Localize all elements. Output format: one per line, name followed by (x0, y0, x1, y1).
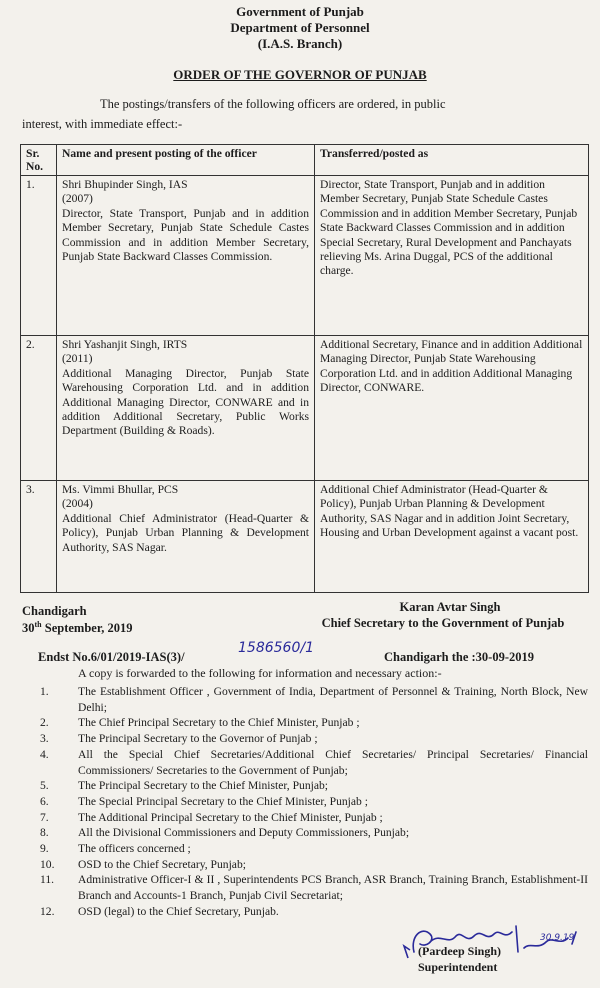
list-item (40, 857, 588, 873)
header-transferred: Transferred/posted as (315, 145, 589, 176)
issue-date-rest: September, 2019 (41, 621, 133, 636)
endorsement-number: Endst No.6/01/2019-IAS(3)/ (38, 650, 185, 664)
list-item-number: 10. (40, 857, 55, 871)
list-item-number: 1. (40, 685, 49, 698)
list-item (40, 731, 588, 747)
officer-batch: (2007) (62, 192, 93, 206)
postings-table (20, 144, 589, 593)
officer-batch: (2004) (62, 497, 93, 511)
row-posted-as: Additional Chief Administrator (Head-Quarter & Policy), Punjab Urban Planning & Development Authority, SAS Nagar and in addition Joint Secretary, Housing and Urban Development against a vacant post. (315, 481, 589, 593)
signatory-title: Chief Secretary to the Government of Punjab (321, 616, 565, 630)
list-item-text: The Special Principal Secretary to the Chief Minister, Punjab ; (78, 794, 368, 808)
list-item-text: Administrative Officer-I & II , Superintendents PCS Branch, ASR Branch, Training Branch, Establishment-II Branch and Accounts-1 Branch, Punjab Civil Secretariat; (78, 873, 588, 903)
list-item (40, 747, 588, 778)
officer-present-posting: Director, State Transport, Punjab and in addition Member Secretary, Punjab State Schedule Castes Commission and in addition Member Secretary, Punjab State Backward Classes Commission. (62, 206, 309, 264)
list-item-number: 9. (40, 842, 49, 856)
header-government: Government of Punjab (236, 4, 364, 19)
row-sr: 2. (21, 336, 57, 481)
list-item-number: 8. (40, 826, 49, 840)
officer-name-block: (Pardeep Singh) (418, 944, 502, 958)
officer-present-posting: Additional Chief Administrator (Head-Quarter & Policy), Punjab Urban Planning & Development Authority, SAS Nagar. (62, 511, 309, 554)
officer-batch: (2011) (62, 352, 93, 366)
signatory-name: Karan Avtar Singh (399, 600, 501, 614)
list-item-text: The Establishment Officer , Government of India, Department of Personnel & Training, North Block, New Delhi; (78, 685, 588, 714)
order-title: ORDER OF THE GOVERNOR OF PUNJAB (173, 67, 427, 82)
header-department: Department of Personnel (230, 20, 370, 35)
list-item-text: All the Divisional Commissioners and Deputy Commissioners, Punjab; (78, 826, 410, 840)
issue-date-day: 30 (22, 621, 35, 636)
list-item-number: 12. (40, 904, 55, 918)
table-row (21, 336, 589, 481)
officer-present-posting: Additional Managing Director, Punjab State Warehousing Corporation Ltd. and in addition Additional Managing Director, CONWARE and in addition Additional Secretary, Public Works Department (Building & Roads). (62, 366, 309, 438)
intro-line-1: The postings/transfers of the following officers are ordered, in public (100, 97, 446, 111)
list-item-text: OSD (legal) to the Chief Secretary, Punjab. (78, 904, 279, 918)
row-posted-as: Additional Secretary, Finance and in addition Additional Managing Director, Punjab State Warehousing Corporation Ltd. and in addition Additional Managing Director, CONWARE. (315, 336, 589, 481)
list-item-number: 5. (40, 779, 49, 793)
list-item (40, 825, 588, 841)
issue-date-suffix: th (34, 620, 42, 629)
list-item-number: 7. (40, 810, 49, 824)
row-sr: 1. (21, 176, 57, 336)
list-item-text: All the Special Chief Secretaries/Additional Chief Secretaries/ Principal Secretaries/ Financial Commissioners/ Secretaries to the Government of Punjab; (78, 747, 588, 777)
list-item-text: The officers concerned ; (78, 842, 191, 856)
officer-name: Shri Bhupinder Singh, IAS (62, 178, 188, 191)
officer-name: Ms. Vimmi Bhullar, PCS (62, 483, 179, 496)
list-item-text: The Principal Secretary to the Chief Minister, Punjab; (78, 779, 329, 793)
copy-forward-line: A copy is forwarded to the following for information and necessary action:- (78, 666, 442, 680)
list-item-number: 11. (40, 873, 55, 887)
list-item-text: OSD to the Chief Secretary, Punjab; (78, 857, 246, 871)
list-item (40, 841, 588, 857)
officer-name: Shri Yashanjit Singh, IRTS (62, 338, 188, 351)
row-officer (57, 176, 315, 336)
list-item-text: The Principal Secretary to the Governor of Punjab ; (78, 732, 318, 746)
row-officer (57, 481, 315, 593)
header-name-posting: Name and present posting of the officer (57, 145, 315, 176)
list-item (40, 904, 588, 920)
row-posted-as: Director, State Transport, Punjab and in addition Member Secretary, Punjab State Schedule Castes Commission and in addition Member Secretary, Punjab State Backward Classes Commission and in addition Special Secretary, Rural Development and Panchayats relieving Ms. Arina Duggal, PCS of the additional charge. (315, 176, 589, 336)
handwritten-dispatch-number: 1586560/1 (238, 640, 314, 656)
table-row (21, 176, 589, 336)
list-item (40, 778, 588, 794)
copy-recipient-list (40, 684, 588, 920)
header-sr-no: Sr. No. (21, 145, 57, 176)
table-row (21, 481, 589, 593)
list-item (40, 810, 588, 826)
issue-place: Chandigarh (22, 604, 87, 618)
list-item (40, 872, 588, 903)
header-branch: (I.A.S. Branch) (257, 36, 343, 51)
officer-designation: Superintendent (418, 960, 498, 974)
endorsement-date: Chandigarh the :30-09-2019 (384, 650, 535, 664)
list-item-number: 6. (40, 794, 49, 808)
list-item-number: 3. (40, 732, 49, 746)
list-item-text: The Additional Principal Secretary to the Chief Minister, Punjab ; (78, 810, 383, 824)
list-item (40, 715, 588, 731)
list-item-text: The Chief Principal Secretary to the Chief Minister, Punjab ; (78, 716, 360, 730)
list-item-number: 2. (40, 716, 49, 730)
row-sr: 3. (21, 481, 57, 593)
table-header-row (21, 145, 589, 176)
signature-date-mark: 30.9.19 (540, 933, 575, 943)
list-item (40, 794, 588, 810)
intro-line-2: interest, with immediate effect:- (22, 117, 183, 131)
list-item (40, 684, 588, 715)
list-item-number: 4. (40, 747, 49, 761)
issue-date (22, 620, 132, 636)
row-officer (57, 336, 315, 481)
